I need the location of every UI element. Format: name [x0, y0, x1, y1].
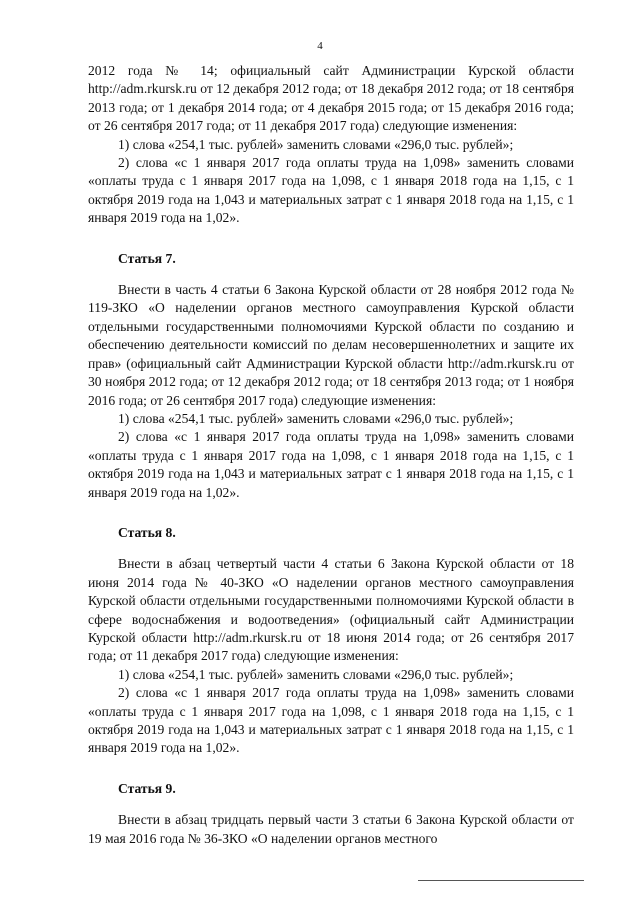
footer-rule	[418, 880, 584, 881]
article-heading-8: Статья 8.	[118, 524, 176, 540]
list-item: 1) слова «254,1 тыс. рублей» заменить словами «296,0 тыс. рублей»;	[118, 136, 514, 152]
paragraph: Внести в абзац тридцать первый части 3 статьи 6 Закона Курской области от 19 мая 2016 года № 36-ЗКО «О наделении органов местного	[88, 812, 574, 846]
paragraph: 2012 года № 14; официальный сайт Администрации Курской области http://adm.rkursk.ru от 12 декабря 2012 года; от 18 декабря 2012 года; от 18 сентября 2013 года; от 1 декабря 2014 года; от 4 декабря 2015 года; от 15 декабря 2016 года; от 26 сентября 2017 года; от 11 декабря 2017 года) следующие изменения:	[88, 63, 574, 134]
paragraph: Внести в часть 4 статьи 6 Закона Курской области от 28 ноября 2012 года № 119-ЗКО «О наделении органов местного самоуправления Курской области отдельными государственными полномочиями Курской области по созданию и обеспечению деятельности комиссий по делам несовершеннолетних и защите их прав» (официальный сайт Администрации Курской области http://adm.rkursk.ru от 30 ноября 2012 года; от 12 декабря 2012 года; от 18 сентября 2013 года; от 1 ноября 2016 года; от 26 сентября 2017 года) следующие изменения:	[88, 282, 574, 408]
paragraph: Внести в абзац четвертый части 4 статьи 6 Закона Курской области от 18 июня 2014 года № 40-ЗКО «О наделении органов местного самоуправления Курской области отдельными государственными полномочиями Курской области в сфере водоснабжения и водоотведения» (официальный сайт Администрации Курской области http://adm.rkursk.ru от 18 июня 2014 года; от 26 сентября 2017 года; от 11 декабря 2017 года) следующие изменения:	[88, 556, 574, 664]
list-item: 2) слова «с 1 января 2017 года оплаты труда на 1,098» заменить словами «оплаты труда с 1 января 2017 года на 1,098, с 1 января 2018 года на 1,15, с 1 октября 2019 года на 1,043 и материальных затрат с 1 января 2018 года на 1,15, с 1 января 2019 года на 1,02».	[88, 429, 574, 500]
page-number: 4	[317, 40, 323, 52]
list-item: 1) слова «254,1 тыс. рублей» заменить словами «296,0 тыс. рублей»;	[118, 410, 514, 426]
article-heading-9: Статья 9.	[118, 780, 176, 796]
article-heading-7: Статья 7.	[118, 250, 176, 266]
list-item: 2) слова «с 1 января 2017 года оплаты труда на 1,098» заменить словами «оплаты труда с 1 января 2017 года на 1,098, с 1 января 2018 года на 1,15, с 1 октября 2019 года на 1,043 и материальных затрат с 1 января 2018 года на 1,15, с 1 января 2019 года на 1,02».	[88, 685, 574, 756]
document-body	[88, 62, 574, 848]
list-item: 1) слова «254,1 тыс. рублей» заменить словами «296,0 тыс. рублей»;	[118, 666, 514, 682]
list-item: 2) слова «с 1 января 2017 года оплаты труда на 1,098» заменить словами «оплаты труда с 1 января 2017 года на 1,098, с 1 января 2018 года на 1,15, с 1 октября 2019 года на 1,043 и материальных затрат с 1 января 2018 года на 1,15, с 1 января 2019 года на 1,02».	[88, 155, 574, 226]
